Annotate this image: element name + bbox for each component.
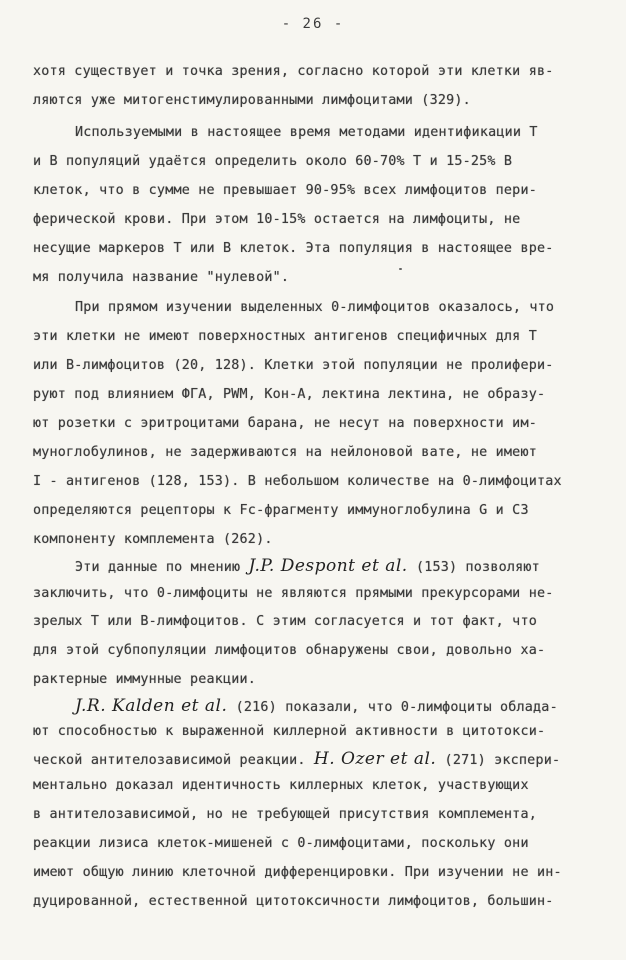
text-segment: (153) позволяют <box>407 560 540 575</box>
text-line: ментально доказал идентичность киллерных клеток, участвующих <box>33 778 529 793</box>
text-line: реакции лизиса клеток-мишеней с 0-лимфоцитами, поскольку они <box>33 836 529 851</box>
text-line: заключить, что 0-лимфоциты не являются прямыми прекурсорами не- <box>33 586 554 601</box>
text-line: в антителозависимой, но не требующей присутствия комплемента, <box>33 807 537 822</box>
text-line: для этой субпопуляции лимфоцитов обнаружены свои, довольно ха- <box>33 643 546 658</box>
text-line: ют способностью к выраженной киллерной активности в цитотокси- <box>33 724 546 739</box>
text-line: определяются рецепторы к Fc-фрагменту иммуноглобулина G и C3 <box>33 503 529 518</box>
text-line: ляются уже митогенстимулированными лимфоцитами (329). <box>33 93 471 108</box>
text-line: клеток, что в сумме не превышает 90-95% всех лимфоцитов пери- <box>33 183 537 198</box>
text-line: и В популяций удаётся определить около 60-70% Т и 15-25% В <box>33 154 513 169</box>
text-line: рактерные иммунные реакции. <box>33 672 257 687</box>
paper-speck <box>399 268 402 270</box>
text-line: муноглобулинов, не задерживаются на нейлоновой вате, не имеют <box>33 445 537 460</box>
text-line <box>33 749 560 769</box>
text-line: мя получила название "нулевой". <box>33 270 290 285</box>
text-line: имеют общую линию клеточной дифференцировки. При изучении не ин- <box>33 865 562 880</box>
handwritten-author-citation: H. Ozer et al. <box>313 749 437 769</box>
text-line: I - антигенов (128, 153). В небольшом количестве на 0-лимфоцитах <box>33 474 562 489</box>
text-line: дуцированной, естественной цитотоксичности лимфоцитов, большин- <box>33 894 554 909</box>
text-line: или В-лимфоцитов (20, 128). Клетки этой популяции не пролифери- <box>33 358 554 373</box>
text-segment: (216) показали, что 0-лимфоциты облада- <box>227 700 558 715</box>
text-line: При прямом изучении выделенных 0-лимфоцитов оказалось, что <box>75 300 555 315</box>
text-line: ферической крови. При этом 10-15% остается на лимфоциты, не <box>33 212 521 227</box>
text-line <box>75 696 558 716</box>
text-segment: Эти данные по мнению <box>75 560 249 575</box>
handwritten-author-citation: J.P. Despont et al. <box>248 556 408 576</box>
text-line <box>75 556 540 576</box>
handwritten-author-citation: J.R. Kalden et al. <box>75 696 228 716</box>
text-line: несущие маркеров Т или В клеток. Эта популяция в настоящее вре- <box>33 241 554 256</box>
text-line: компоненту комплемента (262). <box>33 532 273 547</box>
text-line: руют под влиянием ФГА, PWM, Кон-А, лектина лектина, не образу- <box>33 387 546 402</box>
text-line: хотя существует и точка зрения, согласно которой эти клетки яв- <box>33 64 554 79</box>
text-line: зрелых Т или В-лимфоцитов. С этим согласуется и тот факт, что <box>33 614 537 629</box>
text-line: эти клетки не имеют поверхностных антигенов специфичных для Т <box>33 329 537 344</box>
text-line: Используемыми в настоящее время методами идентификации Т <box>75 125 538 140</box>
text-segment: (271) экспери- <box>436 753 561 768</box>
text-line: ют розетки с эритроцитами барана, не несут на поверхности им- <box>33 416 537 431</box>
text-segment: ческой антителозависимой реакции. <box>33 753 314 768</box>
page-number: - 26 - <box>281 16 345 32</box>
